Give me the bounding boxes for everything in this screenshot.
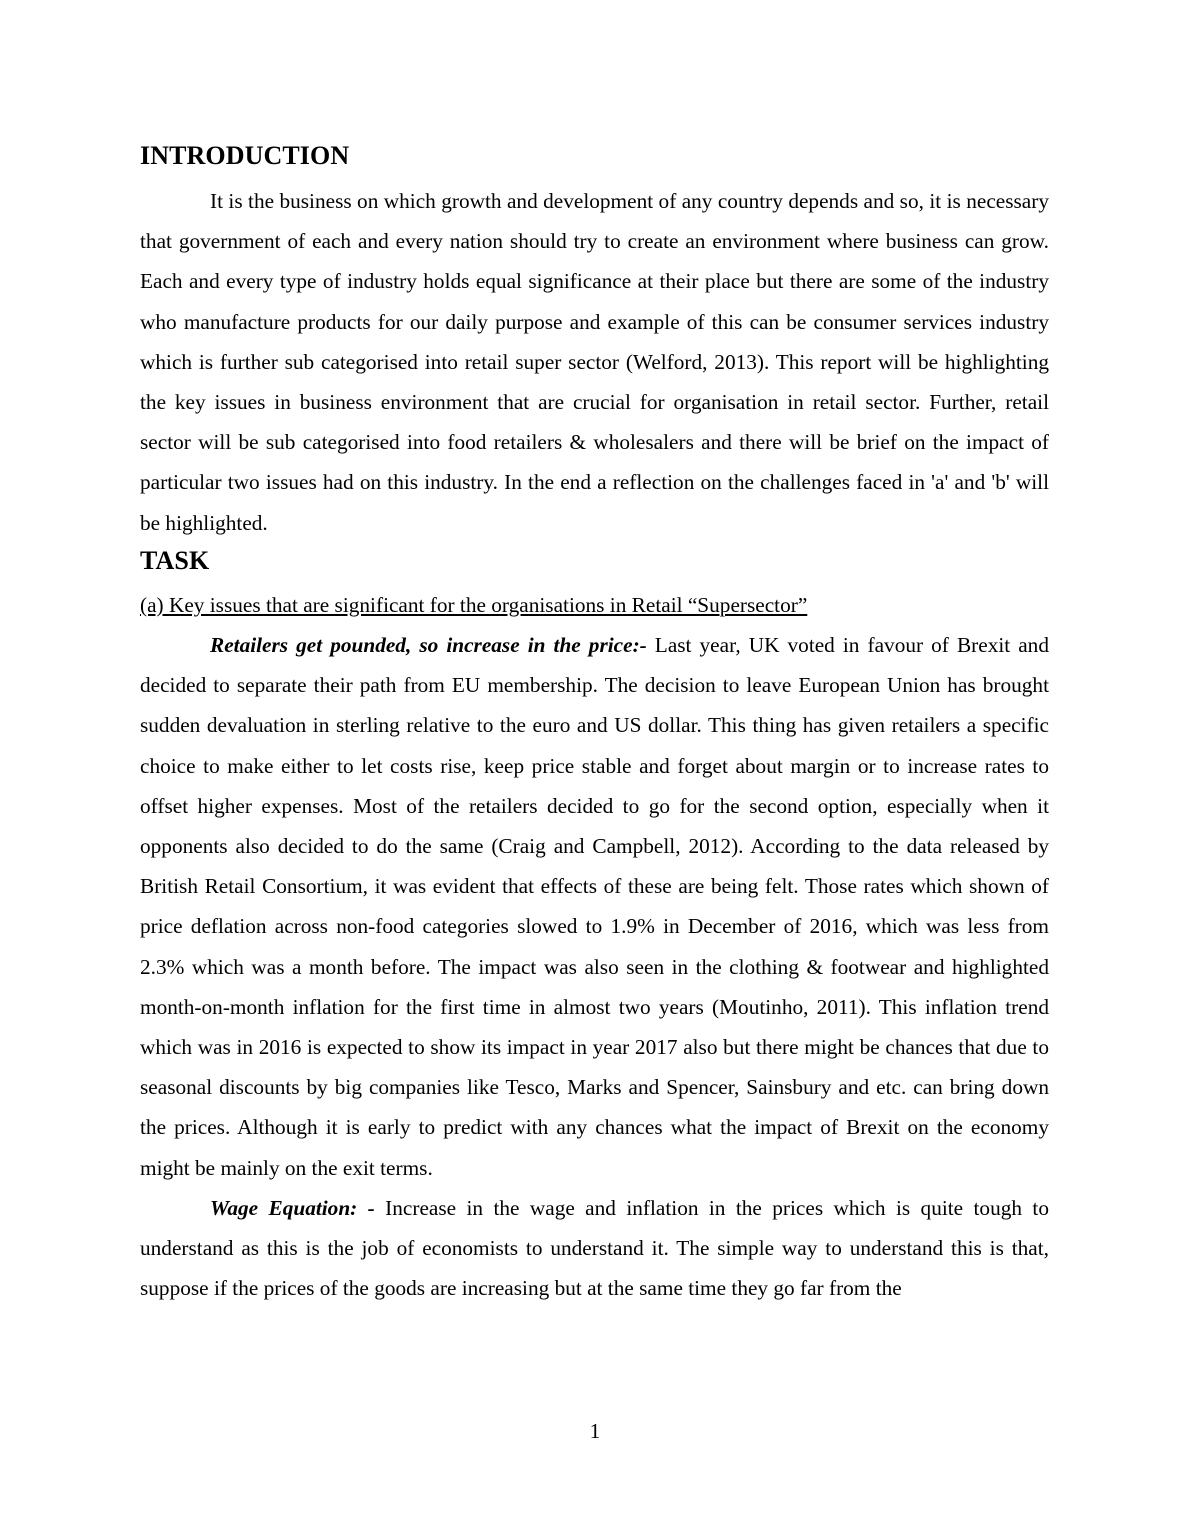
issue-paragraph-wage [140,1188,1049,1309]
introduction-heading: INTRODUCTION [140,141,350,170]
task-subheading: (a) Key issues that are significant for the organisations in Retail “Supersector” [140,592,808,617]
issue-lead-price: Retailers get pounded, so increase in the price:- [210,633,647,658]
issue-text-wage: Increase in the wage and inflation in the prices which is quite tough to understand as this is the job of economists to understand it. The simple way to understand this is that, suppose if the prices of the goods are increasing but at the same time they go far from the [140,1195,1049,1301]
issue-lead-wage: Wage Equation: - [210,1195,375,1220]
task-heading: TASK [140,545,210,575]
page-number: 1 [589,1419,601,1443]
introduction-paragraph: It is the business on which growth and development of any country depends and so, it is necessary that government of each and every nation should try to create an environment where business can grow. Each and every type of industry holds equal significance at their place but there are some of the industry who manufacture products for our daily purpose and example of this can be consumer services industry which is further sub categorised into retail super sector (Welford, 2013). This report will be highlighting the key issues in business environment that are crucial for organisation in retail sector. Further, retail sector will be sub categorised into food retailers & wholesalers and there will be brief on the impact of particular two issues had on this industry. In the end a reflection on the challenges faced in 'a' and 'b' will be highlighted. [140,189,1049,535]
issue-paragraph-price [140,625,1049,1188]
issue-text-price: Last year, UK voted in favour of Brexit and decided to separate their path from EU membership. The decision to leave European Union has brought sudden devaluation in sterling relative to the euro and US dollar. This thing has given retailers a specific choice to make either to let costs rise, keep price stable and forget about margin or to increase rates to offset higher expenses. Most of the retailers decided to go for the second option, especially when it opponents also decided to do the same (Craig and Campbell, 2012). According to the data released by British Retail Consortium, it was evident that effects of these are being felt. Those rates which shown of price deflation across non-food categories slowed to 1.9% in December of 2016, which was less from 2.3% which was a month before. The impact was also seen in the clothing & footwear and highlighted month-on-month inflation for the first time in almost two years (Moutinho, 2011). This inflation trend which was in 2016 is expected to show its impact in year 2017 also but there might be chances that due to seasonal discounts by big companies like Tesco, Marks and Spencer, Sainsbury and etc. can bring down the prices. Although it is early to predict with any chances what the impact of Brexit on the economy might be mainly on the exit terms. [140,633,1049,1180]
page-content [140,138,1049,1308]
